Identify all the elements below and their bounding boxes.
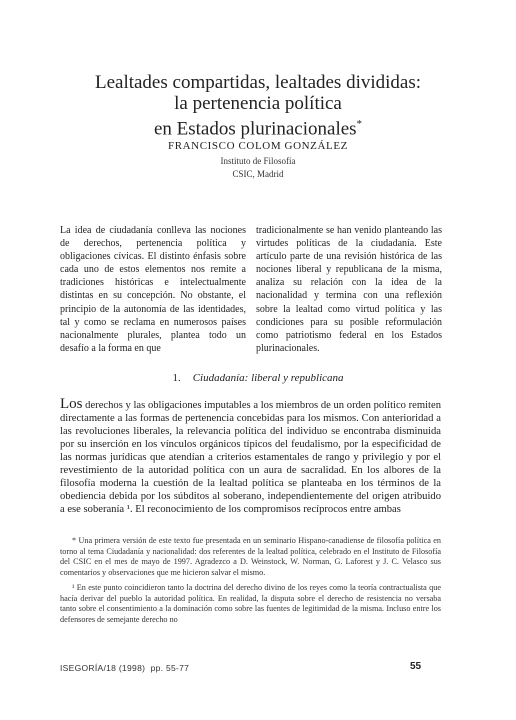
body-paragraph [60, 398, 441, 516]
abstract-right-column: tradicionalmente se han venido planteando las virtudes políticas de la ciudadanía. Este artículo parte de una revisión histórica de las nociones liberal y republicana de la misma, analiza su relación con la idea de la nacionalidad y termina con una reflexión sobre la lealtad como virtud política y las condiciones para su posible reformulación como patriotismo federal en los Estados plurinacionales. [256, 225, 442, 354]
title-line-3-text: en Estados plurinacionales [153, 118, 357, 140]
section-number: 1. [172, 372, 181, 384]
journal-pages: pp. 55-77 [150, 663, 190, 673]
title-line-2: la pertenencia política [174, 93, 342, 114]
title-footnote-marker: * [356, 118, 363, 130]
footnotes [60, 536, 441, 630]
author-affiliation-institute: Instituto de Filosofía [220, 156, 296, 166]
section-title: Ciudadanía: liberal y republicana [192, 372, 344, 384]
footnote-star: * Una primera versión de este texto fue presentada en un seminario Hispano-canadiense de filosofía política en torno al tema Ciudadanía y nacionalidad: dos referentes de la lealtad política, celebrado en el Instituto de Filosofía del CSIC en el mes de mayo de 1997. Agradezco a D. Weinstock, W. Norman, G. Laforest y J. C. Velasco sus comentarios y observaciones que me hicieron salvar el mismo. [60, 536, 441, 578]
title-line-1: Lealtades compartidas, lealtades divididas: [94, 72, 422, 93]
title-line-3 [0, 114, 516, 139]
journal-citation [60, 663, 189, 673]
abstract-left-column: La idea de ciudadanía conlleva las nociones de derechos, pertenencia política y obligaciones cívicas. El distinto énfasis sobre cada uno de estos elementos nos remite a tradiciones históricas e intelectualmente distintas en su concepción. No obstante, el principio de la autonomía de las identidades, tal y como se reclama en numerosos países nacionalmente plurales, plantea todo un desafío a la forma en que [60, 225, 246, 354]
journal-name: ISEGORÍA/18 (1998) [60, 663, 146, 673]
body-paragraph-text: derechos y las obligaciones imputables a los miembros de un orden político remiten directamente a las formas de pertenencia concebidas para los mismos. Con anterioridad a las revoluciones liberales, la relevancia política del individuo se encontraba disminuida por su inserción en los vínculos orgánicos típicos del feudalismo, por la especificidad de las normas jurídicas que atendían a criterios estamentales de rango y privilegio y por el revestimiento de la autoridad política con un aura de sacralidad. En los albores de la filosofía moderna la cuestión de la lealtad política se planteaba en los términos de la obediencia debida por los súbditos al soberano, independientemente del origen atribuido a ese soberanía ¹. El reconocimiento de los compromisos recíprocos entre ambas [60, 400, 441, 516]
author-affiliation-location: CSIC, Madrid [232, 169, 284, 179]
body-first-word: Los [60, 396, 83, 412]
author-name: FRANCISCO COLOM GONZÁLEZ [167, 140, 349, 152]
page-number: 55 [410, 661, 422, 672]
footnote-1: ¹ En este punto coincidieron tanto la doctrina del derecho divino de los reyes como la teoría contractualista que hacía derivar del pueblo la autoridad política. En realidad, la disputa sobre el derecho de resistencia no versaba tanto sobre el consentimiento a la dominación como sobre las fuentes de legitimidad de la misma. Incluso entre los defensores de semejante derecho no [60, 582, 441, 624]
section-heading [0, 372, 516, 384]
article-title [0, 72, 516, 139]
